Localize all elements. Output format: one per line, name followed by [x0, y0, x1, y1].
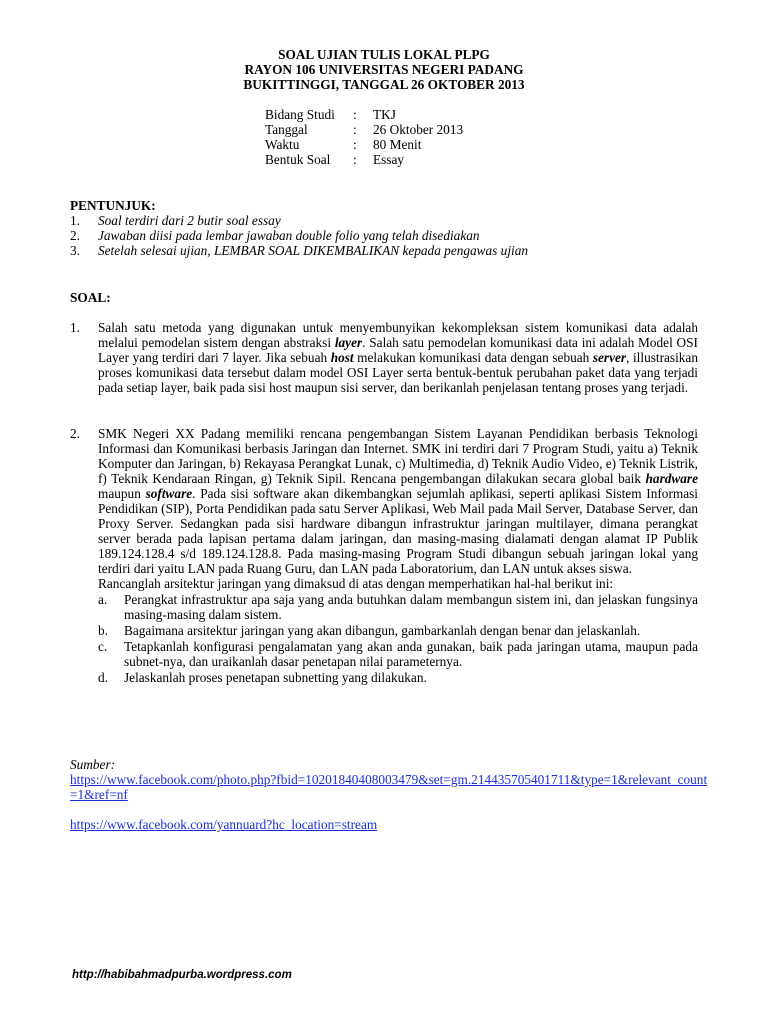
- info-row-bidang: [265, 107, 463, 122]
- info-sep: :: [353, 137, 357, 152]
- item-number: 2.: [70, 228, 80, 243]
- header-line-2: RAYON 106 UNIVERSITAS NEGERI PADANG: [244, 62, 524, 77]
- question-number: 1.: [70, 320, 80, 335]
- list-item: a. Perangkat infrastruktur apa saja yang anda butuhkan dalam membangun sistem ini, dan jelaskan fungsinya masing-masing dalam sistem.: [98, 592, 698, 622]
- source-link-2[interactable]: https://www.facebook.com/yannuard?hc_location=stream: [70, 817, 378, 832]
- sources-label: Sumber:: [70, 757, 116, 772]
- info-sep: :: [353, 107, 357, 122]
- instructions-title: PENTUNJUK:: [70, 198, 156, 213]
- list-item: [70, 228, 528, 243]
- info-label: Waktu: [265, 137, 300, 152]
- info-label: Bentuk Soal: [265, 152, 331, 167]
- info-label: Tanggal: [265, 122, 308, 137]
- header-line-3: BUKITTINGGI, TANGGAL 26 OKTOBER 2013: [243, 77, 525, 92]
- sources: [70, 757, 710, 832]
- item-text: Soal terdiri dari 2 butir soal essay: [98, 213, 281, 228]
- question-2: [70, 426, 698, 685]
- source-link-1[interactable]: https://www.facebook.com/photo.php?fbid=10201840408003479&set=gm.214435705401711&type=1&relevant_count=1&ref=nf: [70, 772, 708, 802]
- question-1: [70, 320, 698, 395]
- info-value: 26 Oktober 2013: [373, 122, 464, 137]
- list-item: [70, 213, 528, 228]
- item-number: 3.: [70, 243, 80, 258]
- list-item: d. Jelaskanlah proses penetapan subnetting yang dilakukan.: [98, 670, 427, 685]
- header-line-1: SOAL UJIAN TULIS LOKAL PLPG: [278, 47, 490, 62]
- question-text: SMK Negeri XX Padang memiliki rencana pengembangan Sistem Layanan Pendidikan berbasis Teknologi Informasi dan Komunikasi berbasis Jaringan dan Internet. SMK ini terdiri dari 7 Program Studi, yaitu a) Teknik Komputer dan Jaringan, b) Rekayasa Perangkat Lunak, c) Multimedia, d) Teknik Audio Video, e) Teknik Listrik, f) Teknik Kendaraan Ringan, g) Teknik Sipil. Rencana pengembangan dilakukan secara global baik hardware maupun software. Pada sisi software akan dikembangkan sejumlah aplikasi, seperti aplikasi Sistem Informasi Pendidikan (SIP), Porta Pendidikan pada satu Server Aplikasi, Web Mail pada Mail Server, Database Server, dan Proxy Server. Sedangkan pada sisi hardware dibangun infrastruktur jaringan multilayer, dimana perangkat server berada pada lapisan pertama dalam jaringan, dan masing-masing dialamati dengan alamat IP Publik 189.124.128.4 s/d 189.124.128.8. Pada masing-masing Program Studi dibangun sebuah jaringan lokal yang terdiri dari yaitu LAN pada Ruang Guru, dan LAN pada Laboratorium, dan LAN untuk akses siswa.: [98, 426, 698, 576]
- info-value: 80 Menit: [373, 137, 422, 152]
- item-text: Jawaban diisi pada lembar jawaban double folio yang telah disediakan: [98, 228, 480, 243]
- exam-info: [265, 107, 463, 167]
- info-sep: :: [353, 122, 357, 137]
- instructions-list: [70, 213, 528, 258]
- info-value: Essay: [373, 152, 405, 167]
- list-item: b. Bagaimana arsitektur jaringan yang akan dibangun, gambarkanlah dengan benar dan jelaskanlah.: [98, 623, 641, 638]
- item-number: 1.: [70, 213, 80, 228]
- info-row-tanggal: [265, 122, 463, 137]
- info-value: TKJ: [373, 107, 396, 122]
- question-number: 2.: [70, 426, 80, 441]
- question-text: Salah satu metoda yang digunakan untuk menyembunyikan kekompleksan sistem komunikasi data adalah melalui pemodelan sistem dengan abstraksi layer. Salah satu pemodelan komunikasi data ini adalah Model OSI Layer yang terdiri dari 7 layer. Jika sebuah host melakukan komunikasi data dengan sebuah server, illustrasikan proses komunikasi data tersebut dalam model OSI Layer serta bentuk-bentuk perubahan paket data yang terjadi pada setiap layer, baik pada sisi host maupun sisi server, dan berikanlah penjelasan tentang proses yang terjadi.: [98, 320, 698, 395]
- footer-url: http://habibahmadpurba.wordpress.com: [72, 969, 292, 981]
- question-lead: Rancanglah arsitektur jaringan yang dimaksud di atas dengan memperhatikan hal-hal berikut ini:: [98, 576, 614, 591]
- info-row-bentuk: [265, 152, 463, 167]
- list-item: [70, 243, 528, 258]
- item-text: Setelah selesai ujian, LEMBAR SOAL DIKEMBALIKAN kepada pengawas ujian: [98, 243, 529, 258]
- info-row-waktu: [265, 137, 463, 152]
- info-label: Bidang Studi: [265, 107, 335, 122]
- soal-title: SOAL:: [70, 290, 111, 305]
- info-sep: :: [353, 152, 357, 167]
- list-item: c. Tetapkanlah konfigurasi pengalamatan yang akan anda gunakan, baik pada jaringan utama, maupun pada subnet-nya, dan uraikanlah dasar penetapan nilai parameternya.: [98, 639, 698, 669]
- subquestion-list: [98, 592, 698, 685]
